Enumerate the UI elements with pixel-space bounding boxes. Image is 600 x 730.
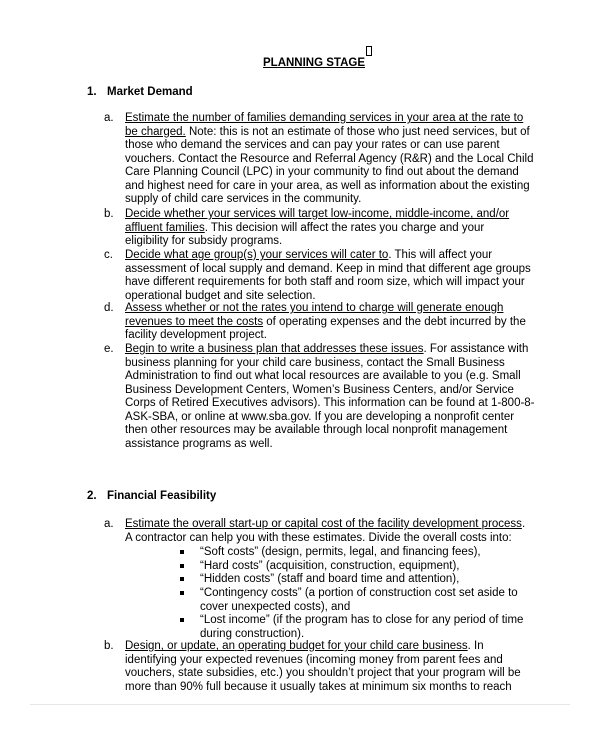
body-text: Business Development Centers, Women’s Business Centers, and/or Service (125, 383, 514, 396)
bullet-icon (180, 618, 184, 622)
bullet-icon (180, 591, 184, 595)
item-line (125, 438, 273, 452)
body-text: assessment of local supply and demand. Keep in mind that different age groups (125, 262, 531, 275)
item-line (125, 384, 514, 398)
item-line (125, 139, 500, 153)
body-text: have different requirements for both staff and room size, which will impact your (125, 276, 525, 288)
underlined-text: Assess whether or not the rates you intend to charge will generate enough (125, 302, 504, 314)
body-text: then other resources may be available through local nonprofit management (125, 424, 508, 436)
item-line (125, 290, 316, 304)
body-text: . This decision will affect the rates you charge and your (204, 221, 485, 234)
bullet-text: “Hard costs” (acquisition, construction, equipment), (200, 560, 460, 572)
underlined-text: be charged. (125, 125, 186, 138)
underlined-text: revenues to meet the costs (125, 315, 264, 328)
page-divider (30, 704, 570, 705)
body-text: operational budget and site selection. (125, 289, 316, 302)
body-text: vouchers, state subsidies, etc.) you shouldn’t project that your program will be (125, 667, 521, 679)
item-line (125, 357, 505, 371)
item-line (125, 166, 519, 180)
underlined-text: Decide what age group(s) your services will cater to (125, 249, 389, 261)
body-text: eligibility for subsidy programs. (125, 235, 283, 247)
item-letter: a. (104, 112, 114, 124)
underlined-text: Estimate the number of families demanding services in your area at the rate to (125, 112, 524, 124)
bullet-text: during construction). (200, 627, 305, 640)
document-title: PLANNING STAGE (263, 57, 366, 69)
item-line (125, 343, 528, 357)
item-line (125, 263, 531, 277)
body-text: Care Planning Council (LPC) in your community to find out about the demand (125, 166, 519, 178)
bullet-icon (180, 564, 184, 568)
body-text: Note: this is not an estimate of those who just need services, but of (185, 125, 530, 138)
item-line (125, 193, 361, 207)
item-line (125, 329, 267, 343)
bullet-icon (180, 550, 184, 554)
bullet-text: “Contingency costs” (a portion of construction cost set aside to (200, 587, 518, 599)
item-line (125, 681, 512, 695)
item-line (125, 222, 484, 236)
bullet-text: cover unexpected costs), and (200, 600, 351, 613)
bullet-text: “Soft costs” (design, permits, legal, and financing fees), (200, 546, 481, 558)
item-line (125, 249, 492, 263)
item-line (125, 397, 535, 411)
body-text: supply of child care services in the community. (125, 193, 362, 205)
body-text: ASK-SBA, or online at www.sba.gov. If you are developing a nonprofit center (125, 410, 515, 423)
item-letter: b. (104, 208, 114, 220)
item-line (125, 640, 484, 654)
body-text: more than 90% full because it usually takes at minimum six months to reach (125, 680, 512, 693)
bullet-text: “Lost income” (if the program has to close for any period of time (200, 614, 524, 626)
bullet-icon (180, 577, 184, 581)
item-line (125, 411, 514, 425)
item-letter: d. (104, 302, 114, 314)
section-heading-market-demand: 1. Market Demand (87, 86, 193, 98)
body-text: Administration to find out what local resources are available to you (e.g. Small (125, 370, 521, 382)
item-letter: e. (104, 343, 114, 355)
body-text: and highest need for care in your area, as well as information about the existing (125, 179, 530, 192)
item-line (125, 112, 523, 126)
placeholder-box-icon (366, 46, 372, 56)
body-text: . (521, 518, 526, 530)
item-line (125, 126, 530, 140)
item-line (125, 532, 512, 546)
body-text: identifying your expected revenues (incoming money from parent fees and (125, 653, 503, 666)
item-line (125, 654, 503, 668)
body-text: . For assistance with (423, 343, 529, 355)
body-text: business planning for your child care business, contact the Small Business (125, 356, 505, 369)
item-letter: a. (104, 518, 114, 530)
underlined-text: Estimate the overall start-up or capital cost of the facility development process (125, 518, 522, 530)
item-line (125, 667, 521, 681)
item-line (125, 276, 525, 290)
item-line (125, 316, 526, 330)
item-letter: b. (104, 640, 114, 652)
underlined-text: Begin to write a business plan that addresses these issues (125, 343, 424, 355)
item-line (125, 302, 503, 316)
item-letter: c. (104, 249, 113, 261)
body-text: those who demand the services and can pay your rates or can use parent (125, 139, 500, 151)
item-line (125, 153, 533, 167)
bullet-text: “Hidden costs” (staff and board time and attention), (200, 573, 460, 585)
body-text: . In (467, 640, 484, 652)
underlined-text: Decide whether your services will target low-income, middle-income, and/or (125, 208, 510, 220)
body-text: A contractor can help you with these estimates. Divide the overall costs into: (125, 531, 512, 544)
item-line (125, 518, 525, 532)
item-line (125, 208, 509, 222)
item-line (125, 370, 521, 384)
item-line (125, 424, 507, 438)
body-text: of operating expenses and the debt incurred by the (263, 315, 526, 328)
item-line (125, 180, 530, 194)
body-text: vouchers. Contact the Resource and Referral Agency (R&R) and the Local Child (125, 152, 534, 165)
body-text: facility development project. (125, 329, 267, 341)
section-heading-financial-feasibility: 2. Financial Feasibility (87, 490, 217, 502)
underlined-text: Design, or update, an operating budget for your child care business (125, 640, 468, 652)
body-text: . This will affect your (388, 249, 493, 261)
body-text: assistance programs as well. (125, 437, 273, 450)
body-text: Corps of Retired Executives advisors). This information can be found at 1-800-8- (125, 397, 535, 409)
underlined-text: affluent families (125, 221, 205, 234)
item-line (125, 235, 282, 249)
